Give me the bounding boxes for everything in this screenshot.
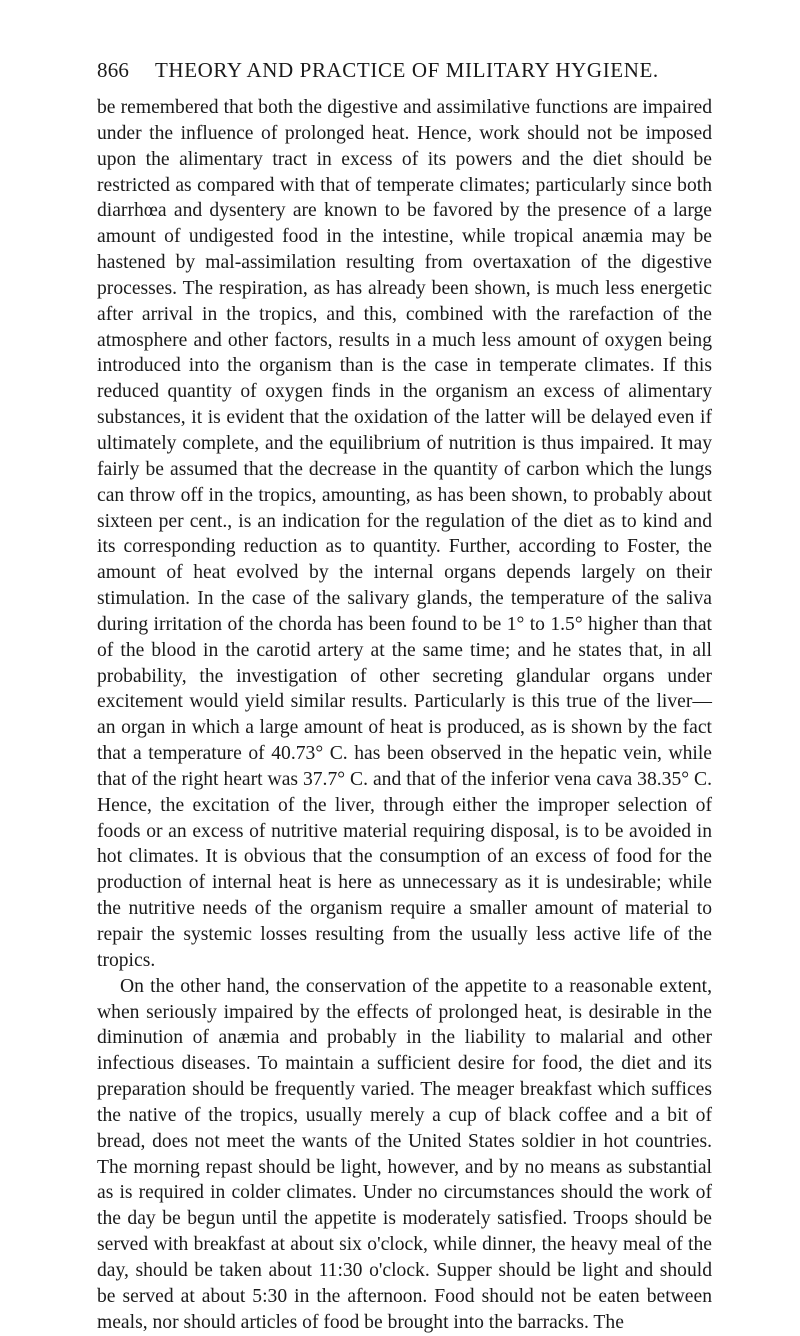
running-head [97,58,707,88]
paragraph: On the other hand, the conservation of the appetite to a reasonable extent, when seriously impaired by the effects of prolonged heat, is desirable in the diminution of anæmia and probably in the liability to malarial and other infectious diseases. To maintain a sufficient desire for food, the diet and its preparation should be frequently varied. The meager breakfast which suffices the native of the tropics, usually merely a cup of black coffee and a bit of bread, does not meet the wants of the United States soldier in hot countries. The morning repast should be light, however, and by no means as substantial as is required in colder climates. Under no circumstances should the work of the day be begun until the appetite is moderately satisfied. Troops should be served with breakfast at about six o'clock, while dinner, the heavy meal of the day, should be taken about 11:30 o'clock. Supper should be light and should be served at about 5:30 in the afternoon. Food should not be eaten between meals, nor should articles of food be brought into the barracks. The [97,975,712,1333]
running-title: THEORY AND PRACTICE OF MILITARY HYGIENE. [155,58,659,82]
page-number: 866 [97,58,130,82]
paragraph-continued: be remembered that both the digestive and assimilative functions are impaired under the influence of prolonged heat. Hence, work should not be imposed upon the alimentary tract in excess of its powers and the diet should be restricted as compared with that of temperate climates; particularly since both diarrhœa and dysentery are known to be favored by the presence of a large amount of undigested food in the intestine, while tropical anæmia may be hastened by mal-assimilation resulting from overtaxation of the digestive processes. The respiration, as has already been shown, is much less energetic after arrival in the tropics, and this, combined with the rarefaction of the atmosphere and other factors, results in a much less amount of oxygen being introduced into the organism than is the case in temperate climates. If this reduced quantity of oxygen finds in the organism an excess of alimentary substances, it is evident that the oxidation of the latter will be delayed even if ultimately complete, and the equilibrium of nutrition is thus impaired. It may fairly be assumed that the decrease in the quantity of carbon which the lungs can throw off in the tropics, amounting, as has been shown, to probably about sixteen per cent., is an indication for the regulation of the diet as to kind and its corresponding reduction as to quantity. Further, according to Foster, the amount of heat evolved by the internal organs depends largely on their stimulation. In the case of the salivary glands, the temperature of the saliva during irritation of the chorda has been found to be 1° to 1.5° higher than that of the blood in the carotid artery at the same time; and he states that, in all probability, the investigation of other secreting glandular organs under excitement would yield similar results. Particularly is this true of the liver—an organ in which a large amount of heat is produced, as is shown by the fact that a temperature of 40.73° C. has been observed in the hepatic vein, while that of the right heart was 37.7° C. and that of the inferior vena cava 38.35° C. Hence, the excitation of the liver, through either the improper selection of foods or an excess of nutritive material requiring disposal, is to be avoided in hot climates. It is obvious that the consumption of an excess of food for the production of internal heat is here as unnecessary as it is undesirable; while the nutritive needs of the organism require a smaller amount of material to repair the systemic losses resulting from the usually less active life of the tropics. [97,97,712,971]
body-text [97,95,712,1336]
